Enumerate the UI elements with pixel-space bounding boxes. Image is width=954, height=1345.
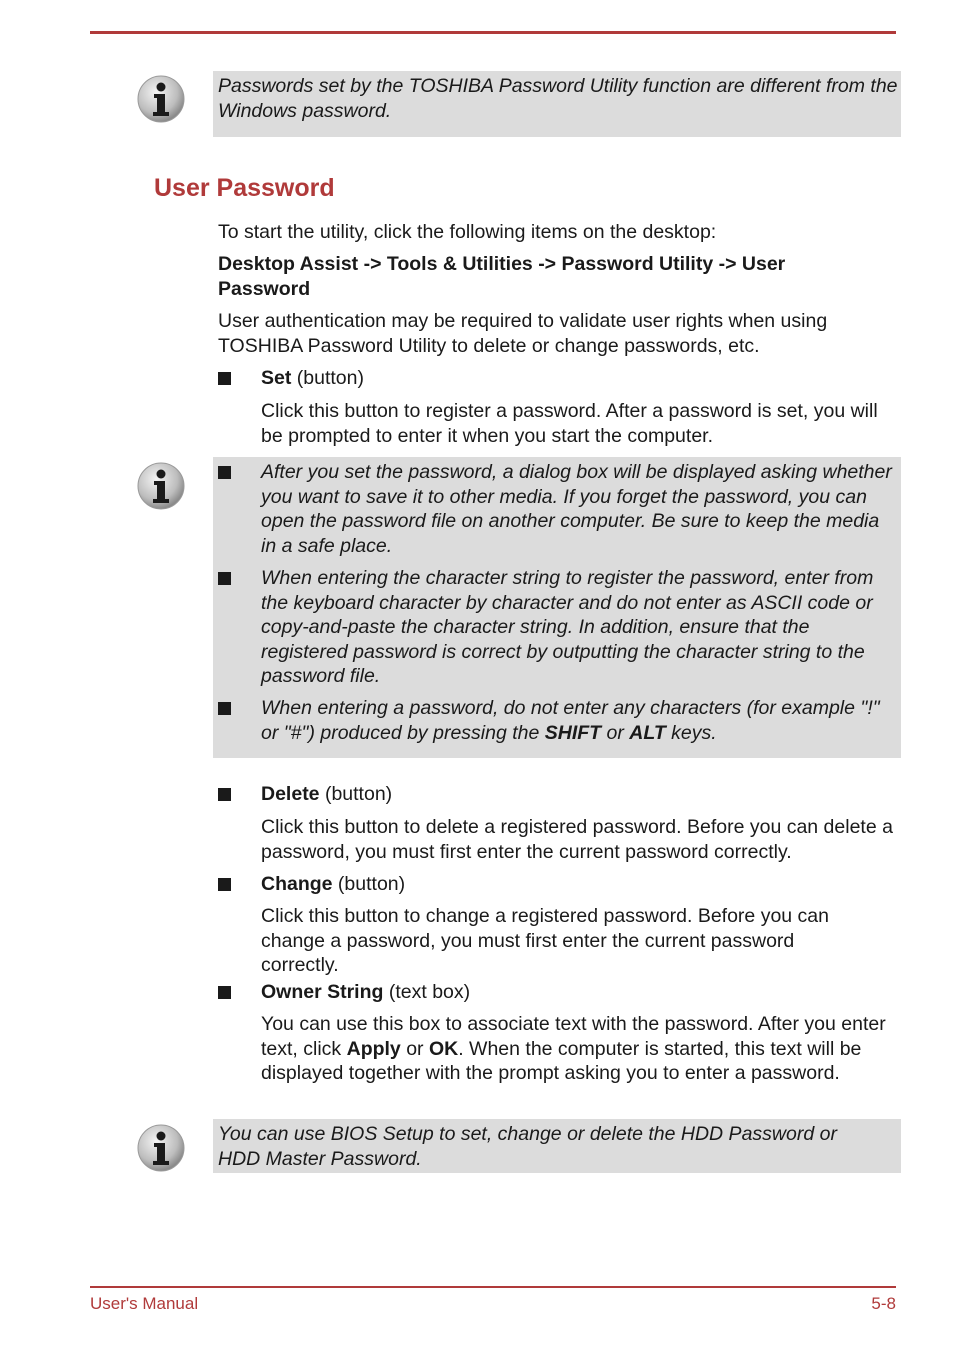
note-box: [213, 71, 901, 137]
section-title: User Password: [154, 174, 335, 202]
item-set-desc: Click this button to register a password. After a password is set, you will be prompted to enter it when you start the computer.: [261, 400, 878, 447]
bullet: [218, 788, 231, 801]
info-icon: [136, 74, 186, 124]
info-icon: [136, 461, 186, 511]
note-item: When entering the character string to register the password, enter from the keyboard character by character and do not enter as ASCII code or copy-and-paste the character string. In addition, ensure that the registered password is correct by outputting the character string to the password file.: [261, 567, 874, 687]
note-text: You can use BIOS Setup to set, change or delete the HDD Password or HDD Master Password.: [218, 1123, 837, 1170]
info-icon: [136, 1123, 186, 1173]
apply-label: Apply: [346, 1037, 401, 1060]
item-owner-string: Owner String (text box): [261, 981, 471, 1003]
footer-title: User's Manual: [90, 1294, 199, 1313]
item-delete-desc: Click this button to delete a registered password. Before you can delete a password, you must first enter the current password correctly.: [261, 816, 893, 863]
item-owner-string-desc: You can use this box to associate text with the password. After you enter text, click Apply or OK. When the computer is started, this text will be displayed together with the prompt asking you to enter a password.: [261, 1013, 886, 1084]
menu-path: Desktop Assist -> Tools & Utilities -> Password Utility -> User Password: [218, 253, 786, 300]
bullet: [218, 372, 231, 385]
bullet: [218, 702, 231, 715]
item-change: Change (button): [261, 873, 406, 895]
note-item: When entering a password, do not enter any characters (for example "!" or "#") produced by pressing the SHIFT or ALT keys.: [261, 697, 880, 744]
auth-text: User authentication may be required to validate user rights when using TOSHIBA Password Utility to delete or change passwords, etc.: [218, 310, 828, 357]
item-set: Set (button): [261, 367, 364, 389]
header-rule: [90, 31, 896, 34]
page-number: 5-8: [871, 1294, 896, 1313]
footer-rule: [90, 1286, 896, 1288]
shift-key: SHIFT: [544, 721, 602, 744]
intro-text: To start the utility, click the following items on the desktop:: [218, 221, 717, 243]
ok-label: OK: [428, 1037, 459, 1060]
note-item: After you set the password, a dialog box will be displayed asking whether you want to save it to other media. If you forget the password, you can open the password file on another computer. Be sure to keep the media in a safe place.: [261, 461, 892, 557]
note-text: Passwords set by the TOSHIBA Password Utility function are different from the Windows password.: [218, 75, 898, 122]
item-change-desc: Click this button to change a registered password. Before you can change a password, you must first enter the current password correctly.: [261, 905, 829, 976]
bullet: [218, 878, 231, 891]
bullet: [218, 466, 231, 479]
note-box: [213, 1119, 901, 1173]
alt-key: ALT: [629, 721, 666, 744]
bullet: [218, 572, 231, 585]
item-delete: Delete (button): [261, 783, 393, 805]
bullet: [218, 986, 231, 999]
